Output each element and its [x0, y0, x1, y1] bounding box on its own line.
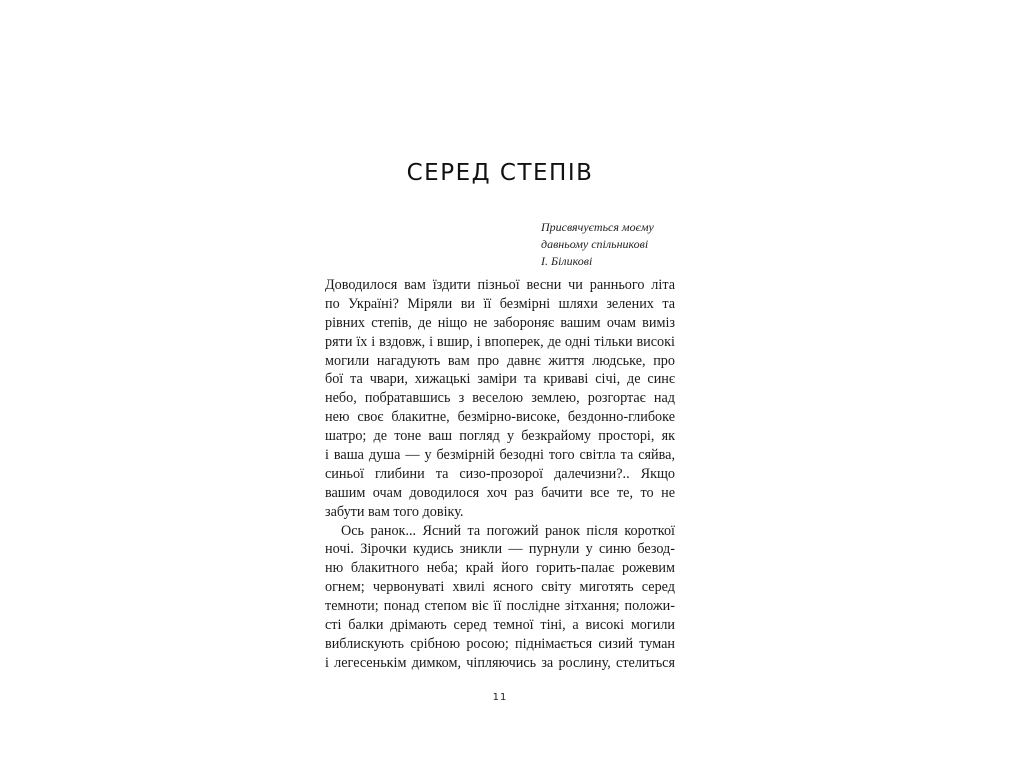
epigraph-line: І. Біликові: [541, 254, 593, 268]
text-line: синьої глибини та сизо-прозорої далечизни?.. Якщо: [325, 465, 675, 482]
text-line: ночі. Зірочки кудись зникли — пурнули у синю безод-: [325, 541, 675, 558]
paragraph: [325, 522, 675, 673]
text-line: Ось ранок... Ясний та погожий ранок після короткої: [341, 522, 675, 539]
page-number: 11: [492, 692, 508, 703]
text-line: ряти їх і вздовж, і вшир, і впоперек, де одні тільки високі: [325, 333, 675, 350]
text-line: виблискують срібною росою; піднімається сизий туман: [325, 635, 675, 652]
text-line: шатро; де тоне ваш погляд у безкрайому просторі, як: [325, 428, 675, 445]
text-line: Доводилося вам їздити пізньої весни чи раннього літа: [325, 277, 675, 293]
text-line: рівних степів, де ніщо не забороняє вашим очам виміз: [325, 314, 675, 331]
text-line: могили нагадують вам про давнє життя людське, про: [325, 352, 675, 369]
text-line: огнем; червонуваті хвилі ясного світу миготять серед: [325, 579, 675, 596]
chapter-title: СЕРЕД СТЕПІВ: [406, 160, 594, 186]
text-line: нею своє блакитне, безмірно-високе, бездонно-глибоке: [325, 409, 675, 426]
text-line: бої та чвари, хижацькі заміри та криваві січі, де синє: [325, 371, 675, 388]
text-line: забути вам того довіку.: [325, 503, 464, 520]
text-line: ню блакитного неба; край його горить-палає рожевим: [325, 560, 675, 577]
epigraph-line: Присвячується моєму: [541, 220, 654, 234]
text-line: небо, побратавшись з веселою землею, розгортає над: [325, 390, 675, 407]
epigraph-line: давньому спільникові: [541, 237, 649, 251]
paragraph: [325, 276, 675, 522]
text-line: вашим очам доводилося хоч раз бачити все те, то не: [325, 484, 675, 501]
text-line: темноти; понад степом віє її послідне зітхання; положи-: [325, 598, 675, 615]
body-text: [325, 276, 675, 673]
text-line: по Україні? Міряли ви її безмірні шляхи зелених та: [325, 295, 675, 312]
text-line: сті балки дрімають серед темної тіні, а високі могили: [325, 617, 675, 634]
text-line: і ваша душа — у безмірній безодні того світла та сяйва,: [325, 447, 675, 464]
epigraph: [541, 219, 654, 270]
text-line: і легесенькім димком, чіпляючись за рослину, стелиться: [325, 654, 675, 671]
